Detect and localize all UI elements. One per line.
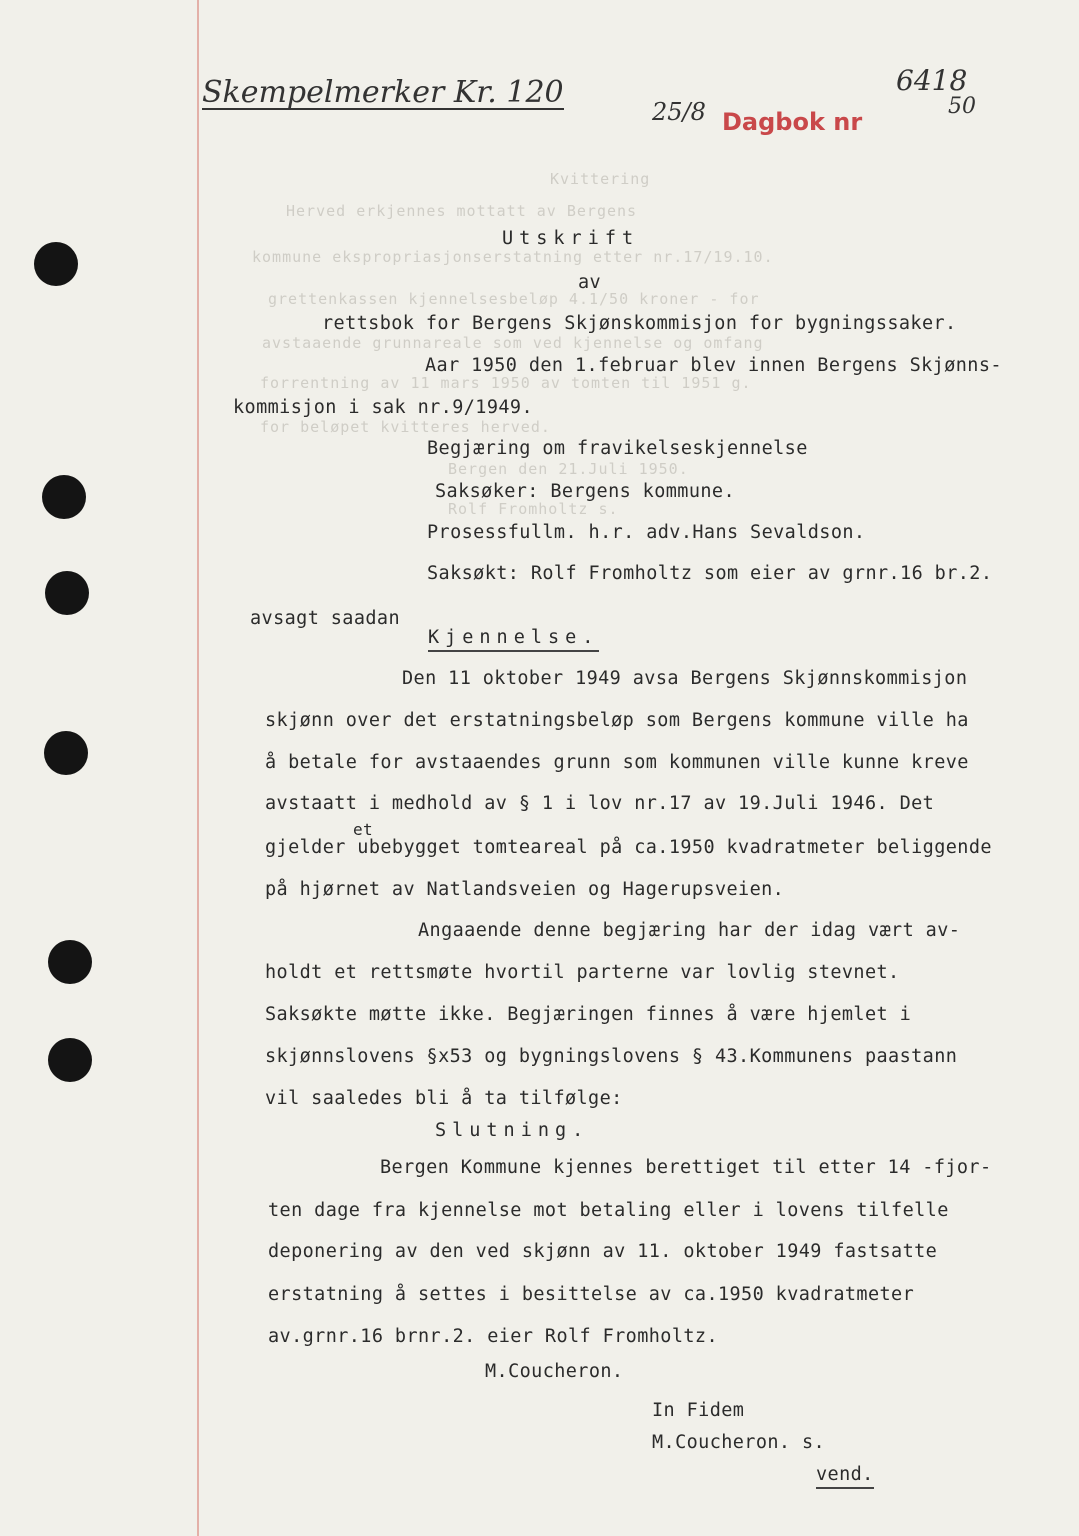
intro-line: kommisjon i sak nr.9/1949. <box>233 397 533 418</box>
journal-number: 6418 <box>896 64 968 97</box>
punch-hole <box>44 731 88 775</box>
turn-over-note: vend. <box>816 1464 874 1489</box>
paragraph-line: deponering av den ved skjønn av 11. oktober 1949 fastsatte <box>268 1241 938 1262</box>
bleed-through-line: Kvittering <box>550 170 651 188</box>
bleed-through-line: Rolf Fromholtz s. <box>448 500 619 518</box>
punch-hole <box>34 242 78 286</box>
margin-rule <box>197 0 199 1536</box>
paragraph-line: erstatning å settes i besittelse av ca.1950 kvadratmeter <box>268 1284 915 1305</box>
paragraph-line: skjønn over det erstatningsbeløp som Bergens kommune ville ha <box>265 710 969 731</box>
paragraph-line: holdt et rettsmøte hvortil parterne var lovlig stevnet. <box>265 962 900 983</box>
punch-hole <box>48 1038 92 1082</box>
bleed-through-line: avstaaende grunnareale som ved kjennelse og omfang <box>262 334 764 352</box>
document-subtitle: rettsbok for Bergens Skjønskommisjon for bygningssaker. <box>322 313 957 334</box>
bleed-through-line: kommune ekspropriasjonserstatning etter nr.17/19.10. <box>252 248 774 266</box>
date-note: 25/8 <box>652 98 706 126</box>
document-title: Utskrift <box>502 228 640 249</box>
delivered-line: avsagt saadan <box>250 608 400 629</box>
ruling-heading: Kjennelse. <box>428 627 599 652</box>
year-suffix: 50 <box>948 94 976 119</box>
paragraph-line: ten dage fra kjennelse mot betaling eller i lovens tilfelle <box>268 1200 949 1221</box>
paragraph-line: Bergen Kommune kjennes berettiget til etter 14 -fjor- <box>380 1157 992 1178</box>
in-fidem: In Fidem <box>652 1400 745 1421</box>
paragraph-line: på hjørnet av Natlandsveien og Hagerupsveien. <box>265 879 785 900</box>
journal-stamp: Dagbok nr <box>722 108 863 136</box>
register-note: Skempelmerker Kr. 120 <box>202 75 564 110</box>
paragraph-line: å betale for avstaaendes grunn som kommunen ville kunne kreve <box>265 752 969 773</box>
conclusion-heading: Slutning. <box>435 1120 590 1141</box>
paragraph-line: skjønnslovens §x53 og bygningslovens § 43.Kommunens paastann <box>265 1046 958 1067</box>
plaintiff: Saksøker: Bergens kommune. <box>435 481 735 502</box>
bleed-through-line: Bergen den 21.Juli 1950. <box>448 460 689 478</box>
paragraph-line: avstaatt i medhold av § 1 i lov nr.17 av 19.Juli 1946. Det <box>265 793 935 814</box>
bleed-through-line: Herved erkjennes mottatt av Bergens <box>286 202 638 220</box>
attorney: Prosessfullm. h.r. adv.Hans Sevaldson. <box>427 522 866 543</box>
case-subject: Begjæring om fravikelseskjennelse <box>427 438 808 459</box>
bleed-through-line: grettenkassen kjennelsesbeløp 4.1/50 kroner - for <box>268 290 760 308</box>
insertion-mark: et <box>353 820 374 839</box>
defendant: Saksøkt: Rolf Fromholtz som eier av grnr.16 br.2. <box>427 563 993 584</box>
paragraph-line: vil saaledes bli å ta tilfølge: <box>265 1088 623 1109</box>
punch-hole <box>42 475 86 519</box>
paragraph-line: Den 11 oktober 1949 avsa Bergens Skjønnskommisjon <box>402 668 968 689</box>
signature: M.Coucheron. <box>485 1361 624 1382</box>
punch-hole <box>45 571 89 615</box>
document-title-of: av <box>578 272 602 293</box>
bleed-through-line: forrentning av 11 mars 1950 av tomten til 1951 g. <box>260 374 752 392</box>
paragraph-line: Angaaende denne begjæring har der idag vært av- <box>418 920 961 941</box>
certified-signature: M.Coucheron. s. <box>652 1432 826 1453</box>
intro-line: Aar 1950 den 1.februar blev innen Bergens Skjønns- <box>425 355 1002 376</box>
paragraph-line: av.grnr.16 brnr.2. eier Rolf Fromholtz. <box>268 1326 718 1347</box>
paragraph-line: gjelder ubebygget tomteareal på ca.1950 kvadratmeter beliggende <box>265 837 992 858</box>
paragraph-line: Saksøkte møtte ikke. Begjæringen finnes å være hjemlet i <box>265 1004 912 1025</box>
punch-hole <box>48 940 92 984</box>
bleed-through-line: for beløpet kvitteres herved. <box>260 418 551 436</box>
